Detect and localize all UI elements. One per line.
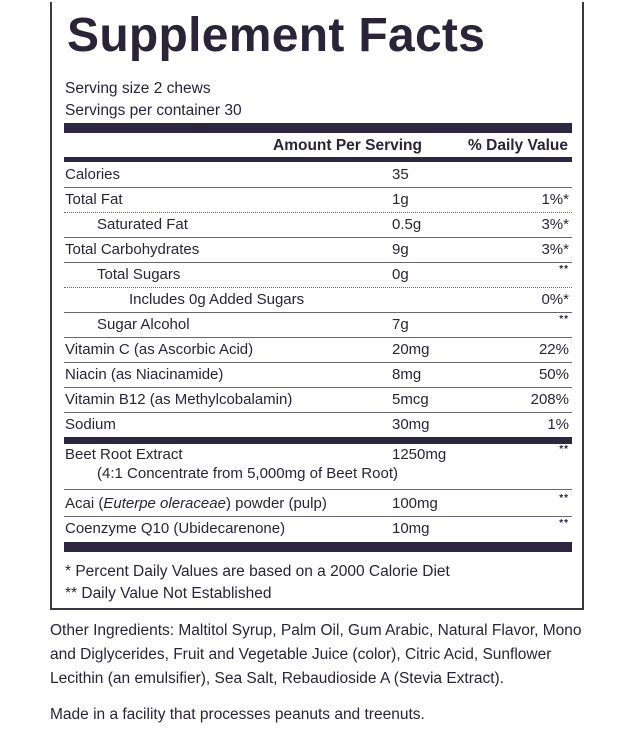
nutrient-daily-value: 3%* bbox=[541, 216, 569, 233]
nutrient-amount: 0g bbox=[392, 266, 409, 283]
footnote-percent-daily-value: * Percent Daily Values are based on a 2000 Calorie Diet bbox=[65, 563, 450, 580]
nutrient-row-sodium bbox=[64, 413, 572, 438]
row-divider bbox=[64, 489, 572, 490]
nutrient-daily-value: 22% bbox=[538, 341, 569, 358]
nutrient-name: Calories bbox=[65, 166, 121, 183]
nutrient-row-saturated-fat bbox=[64, 213, 572, 238]
nutrient-name: Saturated Fat bbox=[97, 216, 188, 233]
nutrient-amount: 7g bbox=[392, 316, 409, 333]
nutrient-daily-value: 1% bbox=[547, 416, 569, 433]
nutrient-row-vitamin-c bbox=[64, 338, 572, 363]
nutrient-name: Sodium bbox=[65, 416, 116, 433]
amount-per-serving-header: Amount Per Serving bbox=[273, 137, 422, 154]
ingredient-amount: 1250mg bbox=[392, 446, 447, 463]
nutrient-daily-value: ** bbox=[559, 314, 569, 325]
other-ingredients: Other Ingredients: Maltitol Syrup, Palm Oil, Gum Arabic, Natural Flavor, Mono and Diglycerides, Fruit and Vegetable Juice (color), Citric Acid, Sunflower Lecithin (an emulsifier), Sea Salt, Rebaudioside A (Stevia Extract). bbox=[50, 622, 582, 687]
nutrient-row-total-carbohydrates bbox=[64, 238, 572, 263]
thick-divider bbox=[64, 542, 572, 552]
nutrient-row-niacin bbox=[64, 363, 572, 388]
nutrient-row-calories bbox=[64, 163, 572, 188]
nutrient-row-vitamin-b12 bbox=[64, 388, 572, 413]
nutrient-name: Vitamin B12 (as Methylcobalamin) bbox=[65, 391, 293, 408]
ingredient-daily-value: ** bbox=[559, 518, 569, 529]
ingredient-daily-value: ** bbox=[559, 493, 569, 504]
nutrient-name: Sugar Alcohol bbox=[97, 316, 190, 333]
nutrient-amount: 9g bbox=[392, 241, 409, 258]
panel-title: Supplement Facts bbox=[67, 9, 486, 62]
serving-size: Serving size 2 chews bbox=[65, 80, 211, 97]
footnote-daily-value-not-established: ** Daily Value Not Established bbox=[65, 585, 272, 602]
nutrient-daily-value: 50% bbox=[538, 366, 569, 383]
medium-divider bbox=[64, 157, 572, 162]
ingredient-daily-value: ** bbox=[559, 444, 569, 455]
nutrient-daily-value: ** bbox=[559, 264, 569, 275]
nutrient-daily-value: 0%* bbox=[541, 291, 569, 308]
daily-value-header: % Daily Value bbox=[468, 137, 568, 154]
ingredient-name: Acai (Euterpe oleraceae) powder (pulp) bbox=[65, 495, 327, 512]
beet-root-concentrate-note: (4:1 Concentrate from 5,000mg of Beet Root) bbox=[97, 465, 398, 482]
supplement-facts-panel bbox=[50, 2, 584, 610]
nutrient-amount: 0.5g bbox=[392, 216, 422, 233]
nutrient-name: Total Sugars bbox=[97, 266, 181, 283]
ingredient-row-coenzyme-q10 bbox=[64, 517, 572, 542]
nutrient-amount: 20mg bbox=[392, 341, 430, 358]
servings-per-container: Servings per container 30 bbox=[65, 102, 242, 119]
nutrient-amount: 35 bbox=[392, 166, 409, 183]
nutrient-name: Includes 0g Added Sugars bbox=[129, 291, 305, 308]
ingredient-row-acai bbox=[64, 492, 572, 517]
nutrient-name: Total Fat bbox=[65, 191, 123, 208]
ingredient-name: Beet Root Extract bbox=[65, 446, 183, 463]
nutrient-amount: 1g bbox=[392, 191, 409, 208]
nutrient-row-total-fat bbox=[64, 188, 572, 213]
ingredient-amount: 10mg bbox=[392, 520, 430, 537]
nutrient-amount: 5mcg bbox=[392, 391, 429, 408]
ingredient-amount: 100mg bbox=[392, 495, 438, 512]
nutrient-name: Total Carbohydrates bbox=[65, 241, 200, 258]
nutrient-daily-value: 3%* bbox=[541, 241, 569, 258]
allergen-facility-note: Made in a facility that processes peanuts and treenuts. bbox=[50, 706, 425, 723]
nutrient-row-total-sugars bbox=[64, 263, 572, 288]
nutrient-amount: 8mg bbox=[392, 366, 422, 383]
ingredient-name: Coenzyme Q10 (Ubidecarenone) bbox=[65, 520, 286, 537]
nutrient-row-sugar-alcohol bbox=[64, 313, 572, 338]
thick-divider bbox=[64, 123, 572, 133]
nutrient-daily-value: 208% bbox=[530, 391, 569, 408]
nutrient-amount: 30mg bbox=[392, 416, 430, 433]
nutrient-daily-value: 1%* bbox=[541, 191, 569, 208]
nutrient-name: Niacin (as Niacinamide) bbox=[65, 366, 224, 383]
nutrient-row-added-sugars bbox=[64, 288, 572, 313]
nutrient-name: Vitamin C (as Ascorbic Acid) bbox=[65, 341, 254, 358]
